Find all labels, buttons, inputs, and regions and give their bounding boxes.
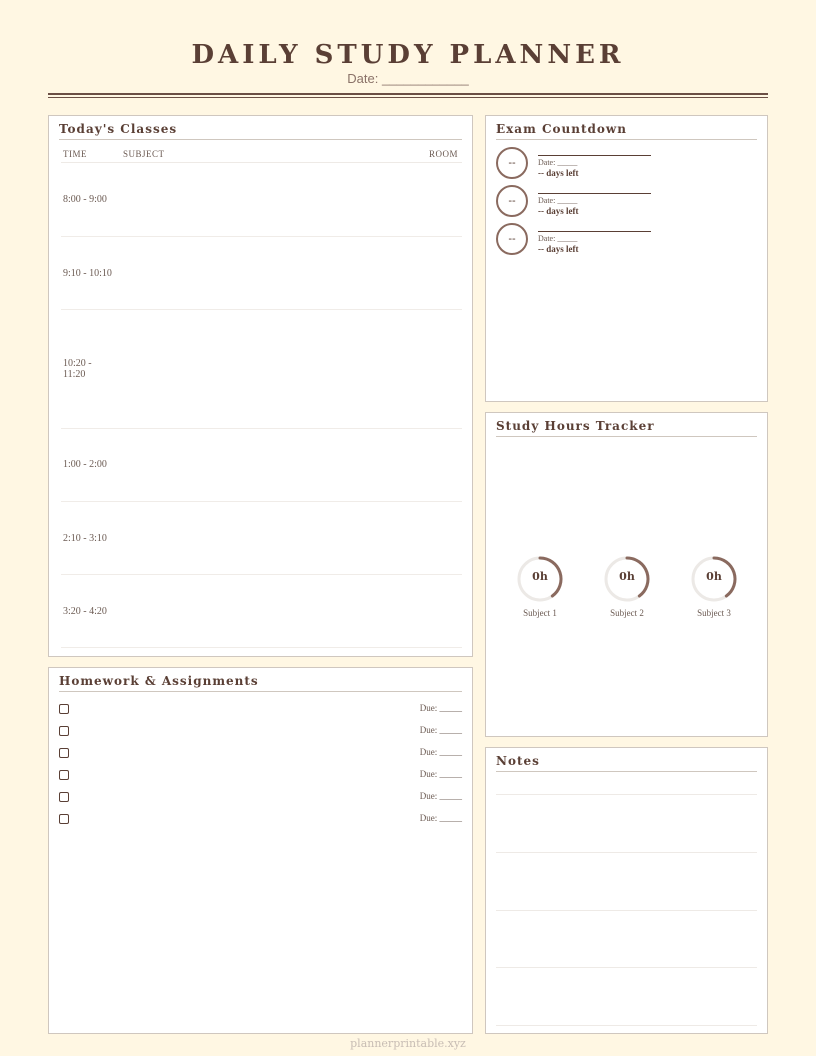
countdown-circle: -- — [496, 185, 528, 217]
homework-checkbox[interactable] — [59, 770, 69, 780]
hours-gauge — [510, 555, 570, 618]
note-line[interactable] — [496, 1025, 757, 1026]
hours-gauge — [684, 555, 744, 618]
section-title: Study Hours Tracker — [496, 419, 757, 437]
column-header-subject: SUBJECT — [123, 149, 165, 159]
homework-item — [59, 813, 462, 827]
header-divider — [48, 93, 768, 95]
class-row[interactable] — [61, 575, 462, 648]
homework-checkbox[interactable] — [59, 814, 69, 824]
exam-name-line[interactable] — [538, 193, 651, 194]
gauge-label: Subject 1 — [523, 608, 557, 618]
class-time: 10:20 - 11:20 — [63, 358, 92, 380]
exam-name-line[interactable] — [538, 155, 651, 156]
class-row[interactable] — [61, 310, 462, 429]
days-left: -- days left — [538, 244, 579, 254]
class-row[interactable] — [61, 429, 462, 502]
class-time: 2:10 - 3:10 — [63, 533, 107, 544]
homework-item — [59, 725, 462, 739]
due-field[interactable]: Due: _____ — [419, 703, 462, 713]
planner-header — [48, 38, 768, 86]
footer-watermark: plannerprintable.xyz — [350, 1037, 466, 1050]
gauge-value: 0h — [706, 570, 722, 583]
date-field[interactable]: Date: ____________ — [347, 71, 469, 86]
due-field[interactable]: Due: _____ — [419, 725, 462, 735]
notes-section — [485, 747, 768, 1034]
class-time: 9:10 - 10:10 — [63, 268, 112, 279]
column-header-room: ROOM — [428, 149, 458, 159]
homework-checkbox[interactable] — [59, 726, 69, 736]
gauge-label: Subject 2 — [610, 608, 644, 618]
todays-classes-section — [48, 115, 473, 657]
note-line[interactable] — [496, 794, 757, 795]
section-title: Notes — [496, 754, 757, 772]
gauge-value: 0h — [619, 570, 635, 583]
note-line[interactable] — [496, 967, 757, 968]
class-time: 1:00 - 2:00 — [63, 459, 107, 470]
gauge-value: 0h — [532, 570, 548, 583]
exam-item[interactable] — [496, 185, 666, 219]
days-left: -- days left — [538, 168, 579, 178]
exam-date: Date: _____ — [538, 234, 578, 243]
gauge-label: Subject 3 — [697, 608, 731, 618]
homework-checkbox[interactable] — [59, 748, 69, 758]
page-title: DAILY STUDY PLANNER — [191, 40, 625, 70]
due-field[interactable]: Due: _____ — [419, 769, 462, 779]
section-title: Today's Classes — [59, 122, 462, 140]
days-left: -- days left — [538, 206, 579, 216]
homework-item — [59, 791, 462, 805]
column-header-time: TIME — [63, 149, 87, 159]
class-time: 8:00 - 9:00 — [63, 194, 107, 205]
exam-item[interactable] — [496, 147, 666, 181]
header-divider-thin — [48, 97, 768, 98]
exam-item[interactable] — [496, 223, 666, 257]
section-title: Exam Countdown — [496, 122, 757, 140]
homework-section — [48, 667, 473, 1034]
classes-table-header — [61, 149, 462, 163]
exam-date: Date: _____ — [538, 196, 578, 205]
class-row[interactable] — [61, 502, 462, 575]
exam-countdown-section — [485, 115, 768, 402]
countdown-circle: -- — [496, 147, 528, 179]
due-field[interactable]: Due: _____ — [419, 747, 462, 757]
class-time: 3:20 - 4:20 — [63, 606, 107, 617]
homework-checkbox[interactable] — [59, 792, 69, 802]
class-row[interactable] — [61, 163, 462, 237]
homework-checkbox[interactable] — [59, 704, 69, 714]
exam-date: Date: _____ — [538, 158, 578, 167]
homework-item — [59, 703, 462, 717]
hours-gauge — [597, 555, 657, 618]
countdown-circle: -- — [496, 223, 528, 255]
note-line[interactable] — [496, 910, 757, 911]
due-field[interactable]: Due: _____ — [419, 791, 462, 801]
study-hours-section — [485, 412, 768, 737]
section-title: Homework & Assignments — [59, 674, 462, 692]
homework-item — [59, 769, 462, 783]
exam-name-line[interactable] — [538, 231, 651, 232]
note-line[interactable] — [496, 852, 757, 853]
homework-item — [59, 747, 462, 761]
due-field[interactable]: Due: _____ — [419, 813, 462, 823]
class-row[interactable] — [61, 237, 462, 310]
